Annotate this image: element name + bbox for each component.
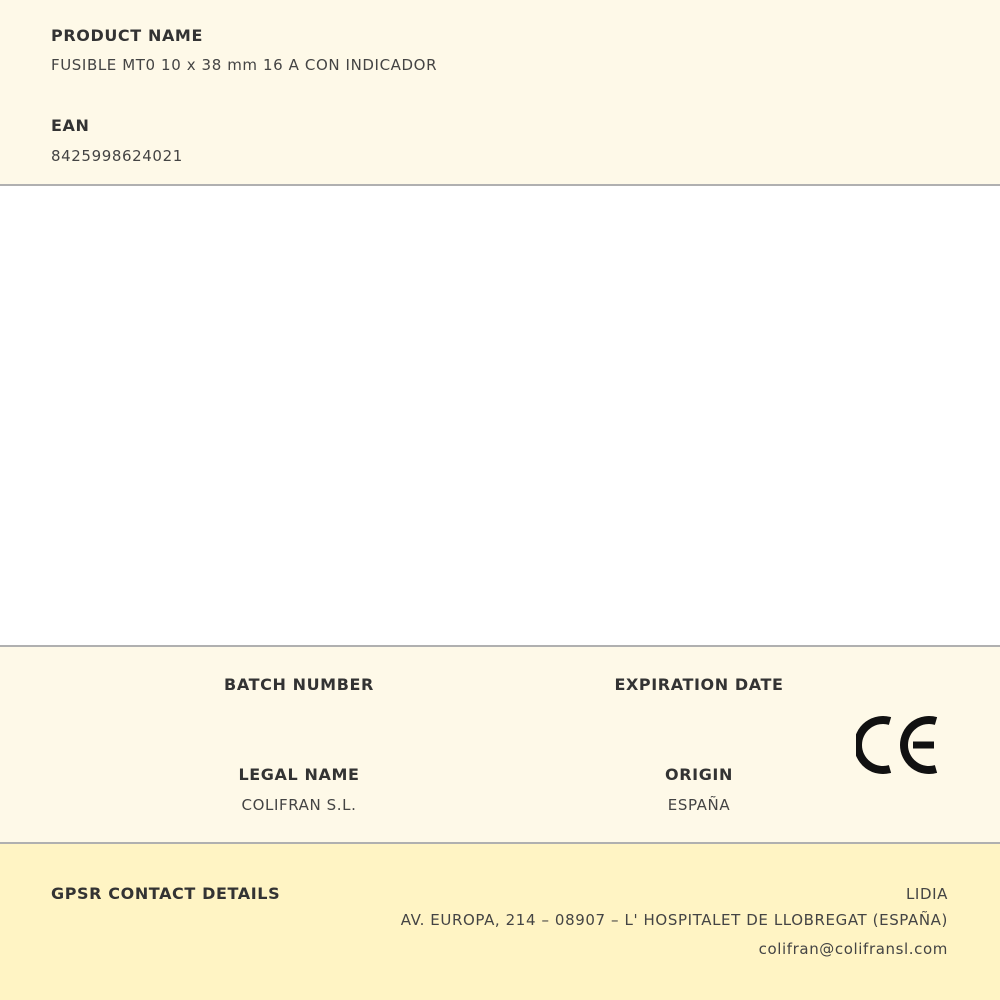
legal-name-value: COLIFRAN S.L.	[241, 796, 357, 814]
gpsr-contact-section	[0, 844, 1000, 1000]
product-name-label: PRODUCT NAME	[51, 26, 203, 45]
contact-name: LIDIA	[905, 885, 948, 903]
product-name-value: FUSIBLE MT0 10 x 38 mm 16 A CON INDICADOR	[51, 56, 438, 74]
legal-name-label: LEGAL NAME	[238, 765, 360, 784]
origin-value: ESPAÑA	[667, 796, 731, 814]
origin-label: ORIGIN	[665, 765, 733, 784]
gpsr-contact-label: GPSR CONTACT DETAILS	[51, 884, 281, 903]
expiration-date-label: EXPIRATION DATE	[614, 675, 784, 694]
batch-number-label: BATCH NUMBER	[224, 675, 374, 694]
contact-address: AV. EUROPA, 214 – 08907 – L' HOSPITALET DE LLOBREGAT (ESPAÑA)	[400, 911, 948, 929]
contact-email: colifran@colifransl.com	[758, 940, 948, 958]
ce-mark-icon	[856, 712, 944, 778]
details-section	[0, 645, 1000, 844]
ean-value: 8425998624021	[51, 147, 183, 165]
product-info-section	[0, 0, 1000, 186]
ean-label: EAN	[51, 116, 90, 135]
